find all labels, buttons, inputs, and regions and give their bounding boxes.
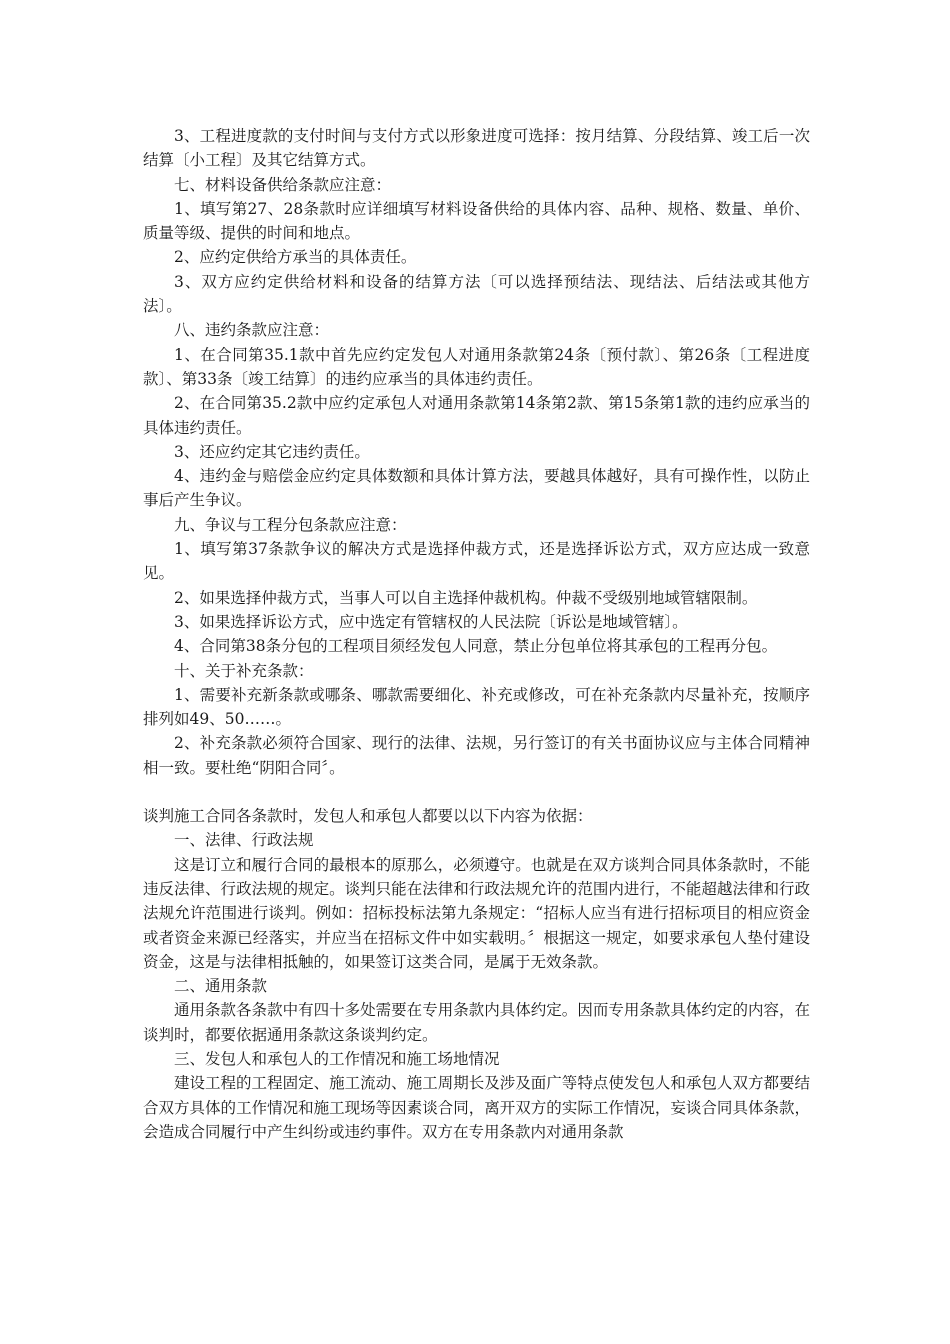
paragraph-negotiation-intro: 谈判施工合同各条款时，发包人和承包人都要以以下内容为依据： bbox=[143, 807, 593, 826]
paragraph-dispute-1: 1、填写第37条款争议的解决方式是选择仲裁方式，还是选择诉讼方式，双方应达成一致意见。 bbox=[143, 540, 810, 583]
paragraph-supplement-2: 2、补充条款必须符合国家、现行的法律、法规，另行签订的有关书面协议应与主体合同精神相一致。要杜绝“阴阳合同〞。 bbox=[143, 734, 810, 777]
paragraph-breach-3: 3、还应约定其它违约责任。 bbox=[174, 442, 370, 461]
document-page bbox=[143, 124, 810, 1144]
paragraph-supplement-1: 1、需要补充新条款或哪条、哪款需要细化、补充或修改，可在补充条款内尽量补充，按顺序排列如49、50……。 bbox=[143, 685, 810, 729]
heading-section-9: 九、争议与工程分包条款应注意： bbox=[174, 515, 407, 534]
paragraph-progress-payment-3: 3、工程进度款的支付时间与支付方式以形象进度可选择：按月结算、分段结算、竣工后一次结算〔小工程〕及其它结算方式。 bbox=[143, 127, 810, 170]
paragraph-materials-3: 3、双方应约定供给材料和设备的结算方法〔可以选择预结法、现结法、后结法或其他方法〕。 bbox=[143, 272, 810, 316]
heading-work-site-conditions: 三、发包人和承包人的工作情况和施工场地情况 bbox=[174, 1049, 500, 1068]
paragraph-dispute-4: 4、合同第38条分包的工程项目须经发包人同意，禁止分包单位将其承包的工程再分包。 bbox=[174, 637, 778, 656]
paragraph-work-site-conditions: 建设工程的工程固定、施工流动、施工周期长及涉及面广等特点使发包人和承包人双方都要结合双方具体的工作情况和施工现场等因素谈合同，离开双方的实际工作情况，妄谈合同具体条款，会造成合同履行中产生纠纷或违约事件。双方在专用条款内对通用条款 bbox=[143, 1074, 810, 1141]
paragraph-breach-1: 1、在合同第35.1款中首先应约定发包人对通用条款第24条〔预付款〕、第26条〔工程进度款〕、第33条〔竣工结算〕的违约应承当的具体违约责任。 bbox=[143, 345, 810, 388]
heading-section-7: 七、材料设备供给条款应注意： bbox=[174, 175, 392, 194]
paragraph-dispute-2: 2、如果选择仲裁方式，当事人可以自主选择仲裁机构。仲裁不受级别地域管辖限制。 bbox=[174, 588, 758, 607]
paragraph-laws-regulations: 这是订立和履行合同的最根本的原那么，必须遵守。也就是在双方谈判合同具体条款时，不能违反法律、行政法规的规定。谈判只能在法律和行政法规允许的范围内进行，不能超越法律和行政法规允许范围进行谈判。例如：招标投标法第九条规定：“招标人应当有进行招标项目的相应资金或者资金来源已经落实，并应当在招标文件中如实载明。〞根据这一规定，如要求承包人垫付建设资金，这是与法律相抵触的，如果签订这类合同，是属于无效条款。 bbox=[143, 855, 810, 971]
paragraph-materials-1: 1、填写第27、28条款时应详细填写材料设备供给的具体内容、品种、规格、数量、单价、质量等级、提供的时间和地点。 bbox=[143, 199, 810, 243]
heading-laws-regulations: 一、法律、行政法规 bbox=[174, 831, 314, 850]
paragraph-general-terms: 通用条款各条款中有四十多处需要在专用条款内具体约定。因而专用条款具体约定的内容，在谈判时，都要依据通用条款这条谈判约定。 bbox=[143, 1001, 810, 1044]
heading-section-10: 十、关于补充条款： bbox=[174, 661, 314, 680]
heading-general-terms: 二、通用条款 bbox=[174, 977, 268, 996]
paragraph-dispute-3: 3、如果选择诉讼方式，应中选定有管辖权的人民法院〔诉讼是地域管辖〕。 bbox=[174, 612, 688, 631]
paragraph-breach-4: 4、违约金与赔偿金应约定具体数额和具体计算方法，要越具体越好，具有可操作性，以防止事后产生争议。 bbox=[143, 467, 810, 510]
paragraph-breach-2: 2、在合同第35.2款中应约定承包人对通用条款第14条第2款、第15条第1款的违约应承当的具体违约责任。 bbox=[143, 394, 810, 437]
heading-section-8: 八、违约条款应注意： bbox=[174, 321, 330, 340]
paragraph-materials-2: 2、应约定供给方承当的具体责任。 bbox=[174, 248, 417, 267]
